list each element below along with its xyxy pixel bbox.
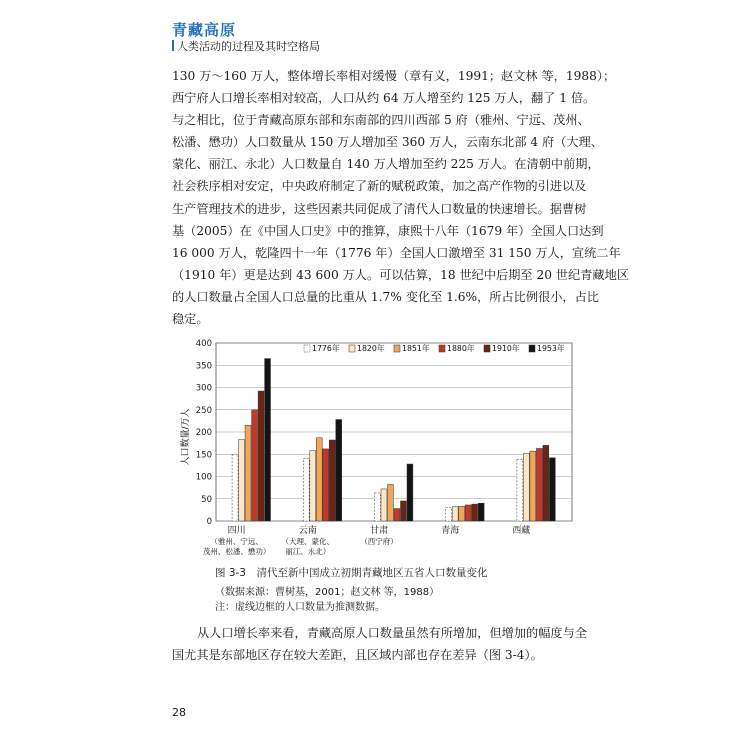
bar-青海-1880年 bbox=[465, 505, 471, 521]
legend-swatch bbox=[304, 345, 310, 352]
population-bar-chart bbox=[172, 335, 576, 565]
bar-西藏-1880年 bbox=[536, 448, 542, 521]
paragraph-2 bbox=[172, 622, 587, 666]
legend-swatch bbox=[394, 345, 400, 352]
population-chart bbox=[172, 335, 576, 565]
legend-swatch bbox=[484, 345, 490, 352]
legend-swatch bbox=[529, 345, 535, 352]
text-line: 西宁府人口增长率相对较高，人口从约 64 万人增至约 125 万人，翻了 1 倍。 bbox=[172, 91, 596, 106]
bar-四川-1953年 bbox=[265, 359, 271, 521]
x-tick-label: 青海 bbox=[441, 526, 460, 536]
legend-label: 1880年 bbox=[447, 344, 475, 353]
text-line: 蒙化、丽江、永北）人口数量自 140 万人增加至约 225 万人。在清朝中前期， bbox=[172, 157, 600, 172]
x-axis-labels bbox=[203, 524, 531, 556]
bar-甘肃-1953年 bbox=[407, 464, 413, 521]
x-tick-sublabel: （西宁府） bbox=[360, 537, 398, 546]
bar-西藏-1910年 bbox=[543, 445, 549, 521]
legend-swatch bbox=[439, 345, 445, 352]
y-tick-label: 50 bbox=[201, 494, 212, 505]
x-tick-sublabel: 茂州、松潘、懋功） bbox=[202, 547, 271, 556]
bar-青海-1910年 bbox=[472, 504, 478, 521]
page-number: 28 bbox=[172, 706, 186, 719]
bar-青海-1820年 bbox=[452, 507, 458, 521]
legend-label: 1820年 bbox=[357, 344, 385, 353]
legend-swatch bbox=[349, 345, 355, 352]
bar-甘肃-1776年 bbox=[375, 493, 381, 521]
y-axis-title-group bbox=[179, 408, 191, 465]
bar-青海-1851年 bbox=[459, 506, 465, 521]
subtitle-accent-bar bbox=[172, 40, 174, 51]
bar-四川-1851年 bbox=[245, 425, 251, 521]
x-tick-label: 云南 bbox=[298, 526, 317, 536]
x-tick-label: 甘肃 bbox=[369, 526, 389, 536]
bar-西藏-1851年 bbox=[530, 451, 536, 521]
text-line: 国尤其是东部地区存在较大差距，且区域内部也存在差异（图 3-4）。 bbox=[172, 648, 543, 663]
text-line: 生产管理技术的进步，这些因素共同促成了清代人口数量的快速增长。据曹树 bbox=[172, 201, 587, 216]
text-line: 基（2005）在《中国人口史》中的推算，康熙十八年（1679 年）全国人口达到 bbox=[172, 223, 604, 238]
legend-label: 1953年 bbox=[537, 344, 565, 353]
bar-甘肃-1910年 bbox=[401, 501, 407, 521]
figure-note: 注：虚线边框的人口数量为推测数据。 bbox=[215, 602, 385, 613]
y-tick-label: 250 bbox=[195, 405, 212, 416]
text-line: 从人口增长率来看，青藏高原人口数量虽然有所增加，但增加的幅度与全 bbox=[197, 626, 587, 640]
paragraph-1 bbox=[172, 65, 629, 330]
legend-label: 1851年 bbox=[402, 344, 430, 353]
legend-label: 1910年 bbox=[492, 344, 520, 353]
text-line: 的人口数量占全国人口总量的比重从 1.7% 变化至 1.6%，所占比例很小，占比 bbox=[172, 289, 599, 304]
subtitle-text: 人类活动的过程及其时空格局 bbox=[177, 40, 320, 53]
figure-source: （数据来源：曹树基，2001；赵文林 等，1988） bbox=[215, 587, 440, 598]
bar-甘肃-1851年 bbox=[388, 485, 394, 521]
text-line: （1910 年）更是达到 43 600 万人。可以估算，18 世纪中后期至 20 世纪青藏地区 bbox=[172, 267, 629, 282]
bar-云南-1776年 bbox=[303, 459, 309, 521]
x-tick-sublabel: （雅州、宁远、 bbox=[210, 537, 263, 546]
y-tick-label: 300 bbox=[195, 383, 212, 394]
text-line: 与之相比，位于青藏高原东部和东南部的四川西部 5 府（雅州、宁远、茂州、 bbox=[172, 113, 590, 128]
text-line: 16 000 万人，乾隆四十一年（1776 年）全国人口激增至 31 150 万人，宣统二年 bbox=[172, 245, 621, 260]
bar-西藏-1820年 bbox=[523, 453, 529, 521]
bar-云南-1820年 bbox=[310, 451, 316, 521]
bar-云南-1953年 bbox=[336, 420, 342, 521]
book-title: 青藏高原 bbox=[172, 21, 237, 39]
text-line: 稳定。 bbox=[172, 312, 209, 327]
book-subtitle bbox=[172, 38, 320, 54]
y-axis-ticks bbox=[196, 339, 212, 527]
text-line: 社会秩序相对安定，中央政府制定了新的赋税政策，加之高产作物的引进以及 bbox=[172, 179, 587, 194]
bar-西藏-1953年 bbox=[549, 458, 555, 521]
y-axis-label: 人口数量/万人 bbox=[181, 408, 191, 466]
text-line: 130 万～160 万人，整体增长率相对缓慢（章有义，1991；赵文林 等，1988）； bbox=[172, 69, 616, 83]
y-tick-label: 100 bbox=[195, 472, 212, 483]
x-tick-sublabel: 丽江、永北） bbox=[285, 547, 331, 556]
bar-青海-1776年 bbox=[446, 508, 452, 521]
bar-甘肃-1820年 bbox=[381, 489, 387, 521]
bar-四川-1880年 bbox=[252, 410, 258, 521]
x-tick-sublabel: （大理、蒙化、 bbox=[281, 537, 335, 546]
bars bbox=[232, 359, 555, 521]
bar-四川-1776年 bbox=[232, 454, 238, 521]
bar-云南-1851年 bbox=[316, 438, 322, 521]
y-tick-label: 0 bbox=[206, 517, 212, 527]
x-tick-label: 四川 bbox=[227, 526, 246, 536]
y-tick-label: 400 bbox=[195, 339, 212, 349]
y-tick-label: 200 bbox=[195, 428, 212, 438]
bar-云南-1880年 bbox=[323, 449, 329, 521]
y-tick-label: 150 bbox=[195, 450, 212, 461]
bar-青海-1953年 bbox=[478, 503, 484, 521]
legend bbox=[304, 343, 565, 353]
bar-四川-1820年 bbox=[239, 440, 245, 521]
text-line: 松潘、懋功）人口数量从 150 万人增加至 360 万人，云南东北部 4 府（大理、 bbox=[172, 135, 603, 150]
bar-云南-1910年 bbox=[329, 440, 335, 521]
figure-caption: 图 3-3 清代至新中国成立初期青藏地区五省人口数量变化 bbox=[215, 567, 488, 579]
x-tick-label: 西藏 bbox=[512, 526, 531, 536]
bar-甘肃-1880年 bbox=[394, 509, 400, 521]
bar-西藏-1776年 bbox=[517, 460, 523, 521]
bar-四川-1910年 bbox=[258, 391, 264, 521]
legend-label: 1776年 bbox=[312, 344, 340, 353]
y-tick-label: 350 bbox=[195, 361, 212, 372]
